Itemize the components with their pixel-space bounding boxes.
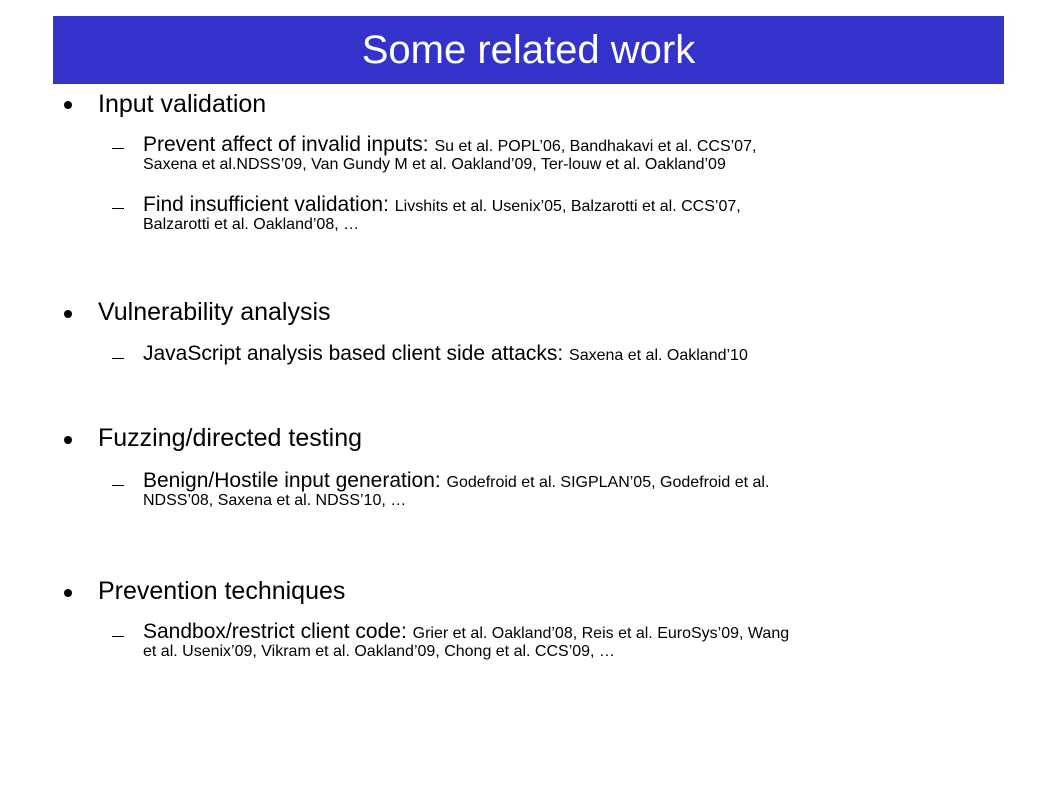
sub-item-refs: Saxena et al. Oakland’10 bbox=[569, 347, 748, 364]
bullet-icon bbox=[64, 101, 72, 109]
section-heading-fuzzing: Fuzzing/directed testing bbox=[98, 424, 363, 452]
sub-item-refs: Balzarotti et al. Oakland’08, … bbox=[143, 216, 360, 233]
sub-item-insufficient-validation bbox=[143, 193, 741, 234]
sub-item-refs: et al. Usenix’09, Vikram et al. Oakland’09, Chong et al. CCS’09, … bbox=[143, 643, 615, 660]
section-heading-vulnerability-analysis: Vulnerability analysis bbox=[98, 298, 331, 326]
sub-item-refs: Su et al. POPL’06, Bandhakavi et al. CCS’07, bbox=[434, 138, 757, 155]
sub-item-javascript-analysis bbox=[143, 342, 748, 365]
title-bar bbox=[53, 16, 1004, 84]
dash-icon bbox=[112, 636, 124, 637]
dash-icon bbox=[112, 208, 124, 209]
dash-icon bbox=[112, 485, 124, 486]
bullet-icon bbox=[64, 310, 72, 318]
section-heading-input-validation: Input validation bbox=[98, 90, 267, 118]
sub-item-prevent-invalid-inputs bbox=[143, 133, 757, 174]
sub-item-lead: Sandbox/restrict client code: bbox=[143, 620, 413, 643]
sub-item-lead: Benign/Hostile input generation: bbox=[143, 469, 447, 492]
dash-icon bbox=[112, 148, 124, 149]
sub-item-lead: Prevent affect of invalid inputs: bbox=[143, 133, 435, 156]
sub-item-refs: Livshits et al. Usenix’05, Balzarotti et al. CCS’07, bbox=[394, 198, 741, 215]
sub-item-refs: Godefroid et al. SIGPLAN’05, Godefroid et al. bbox=[446, 474, 770, 491]
bullet-icon bbox=[64, 589, 72, 597]
sub-item-sandbox bbox=[143, 620, 790, 661]
section-heading-prevention: Prevention techniques bbox=[98, 577, 346, 605]
sub-item-lead: JavaScript analysis based client side attacks: bbox=[143, 342, 570, 365]
sub-item-refs: Grier et al. Oakland’08, Reis et al. EuroSys’09, Wang bbox=[412, 625, 790, 642]
sub-item-refs: NDSS’08, Saxena et al. NDSS’10, … bbox=[143, 492, 407, 509]
slide-title: Some related work bbox=[361, 28, 696, 72]
sub-item-lead: Find insufficient validation: bbox=[143, 193, 395, 216]
bullet-icon bbox=[64, 436, 72, 444]
sub-item-input-generation bbox=[143, 469, 770, 510]
sub-item-refs: Saxena et al.NDSS’09, Van Gundy M et al. Oakland’09, Ter-louw et al. Oakland’09 bbox=[143, 156, 726, 173]
dash-icon bbox=[112, 358, 124, 359]
